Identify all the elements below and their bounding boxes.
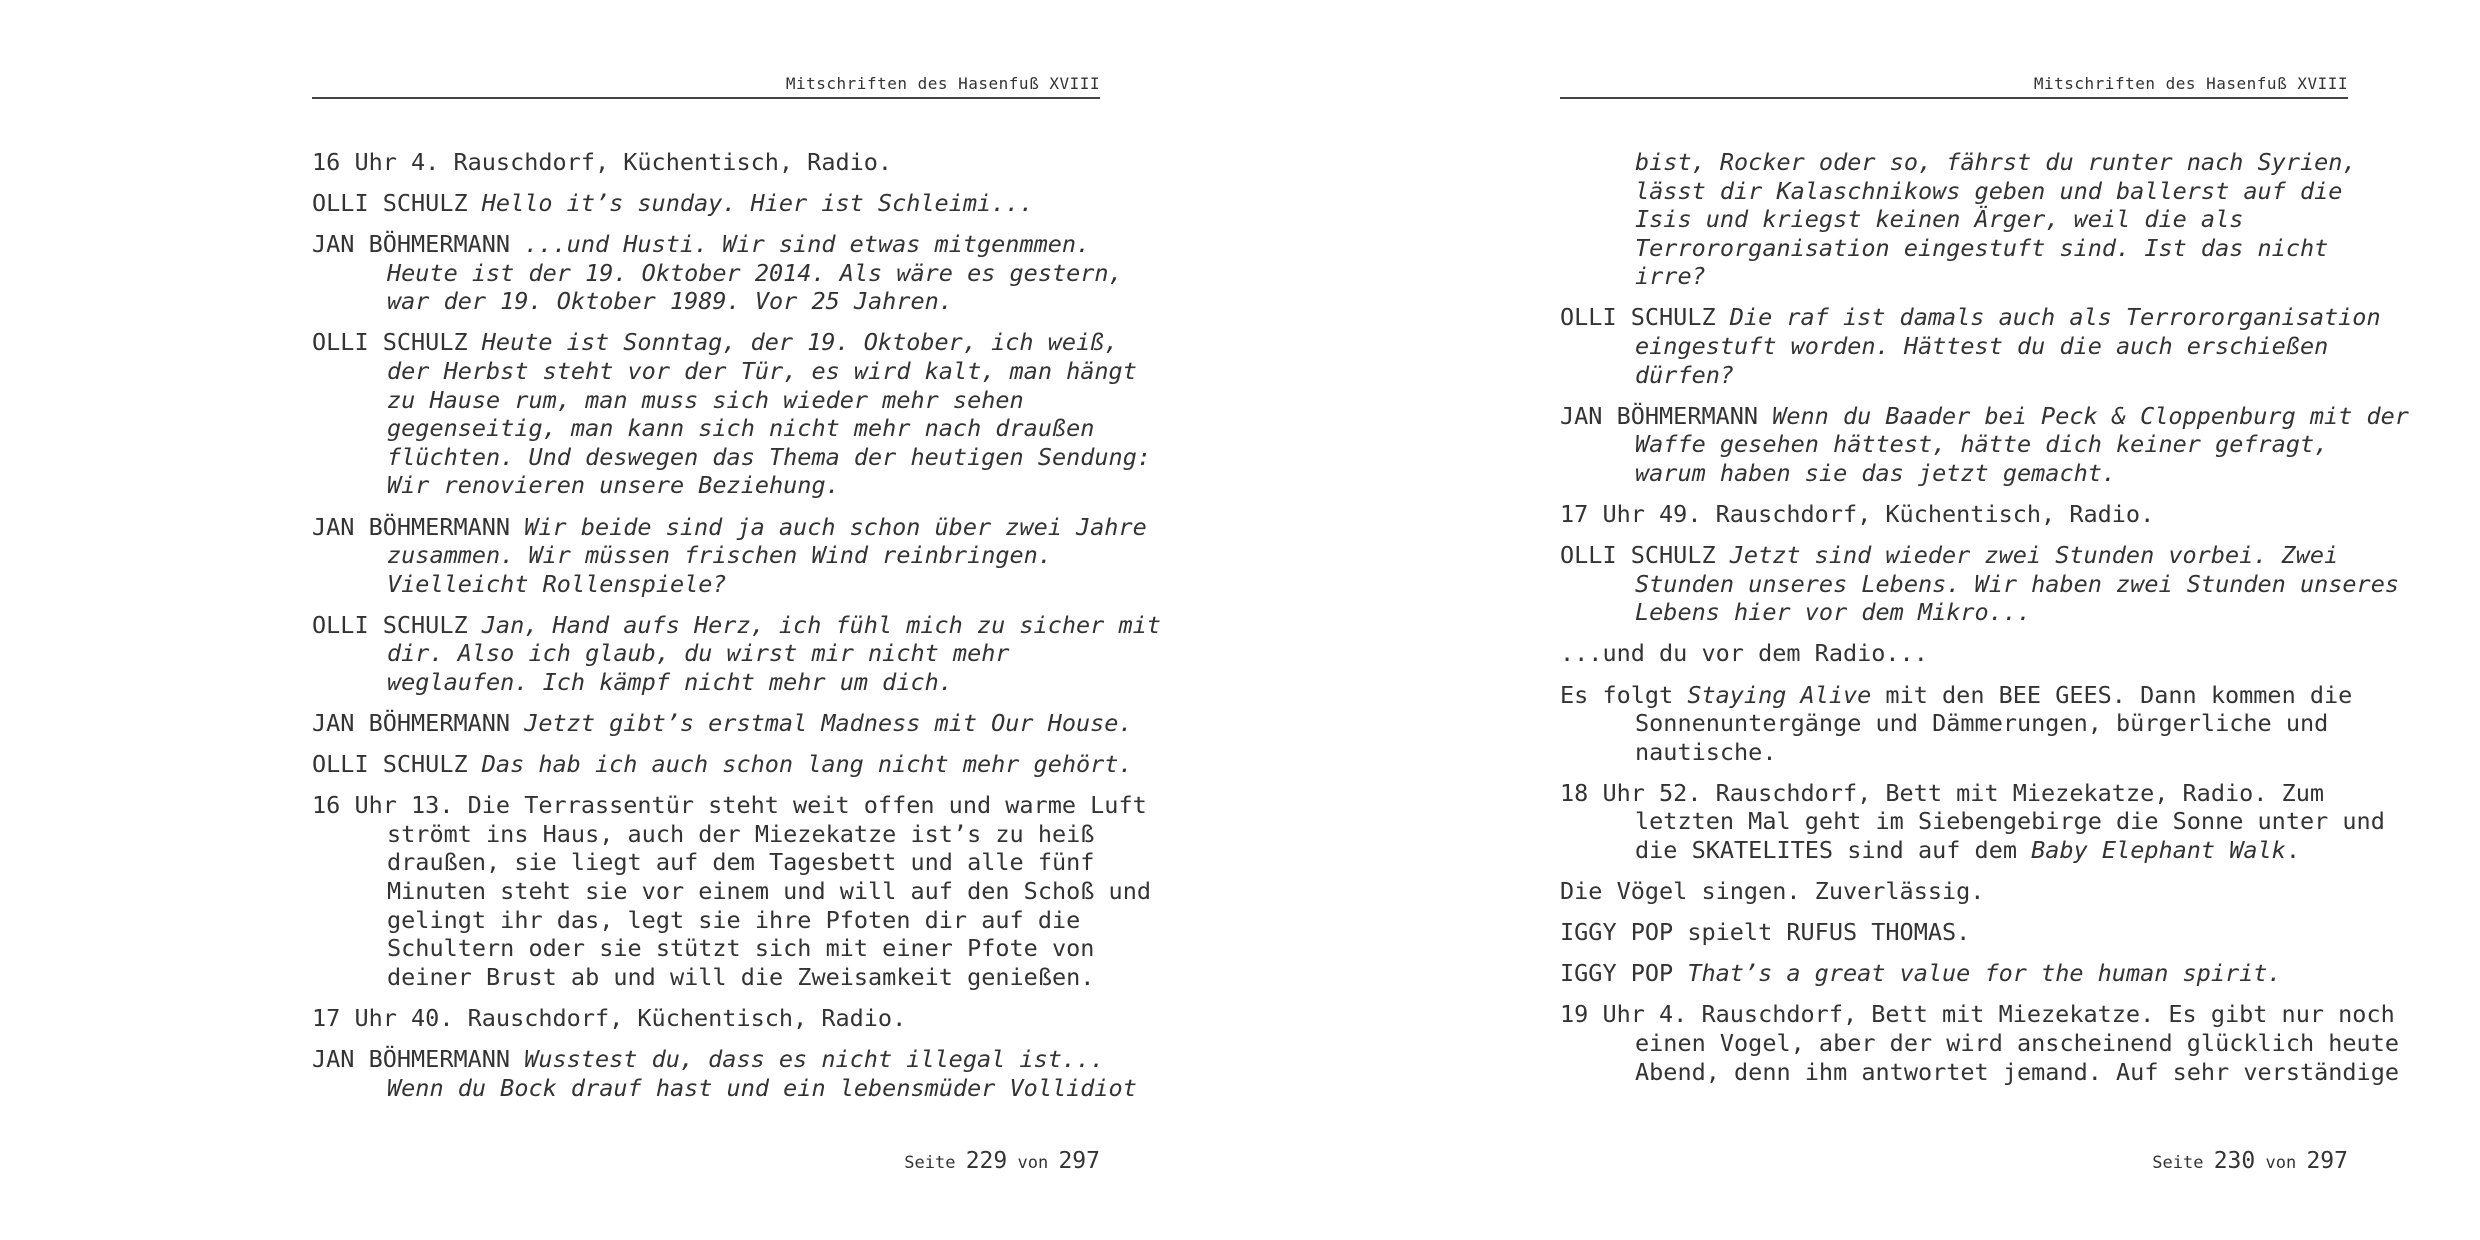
italic-text: zusammen. Wir müssen frischen Wind reinbringen. <box>387 541 1052 570</box>
transcript-paragraph <box>1560 639 2348 668</box>
plain-text: nautische. <box>1635 737 1777 766</box>
transcript-paragraph <box>1560 148 2357 291</box>
transcript-paragraph <box>312 148 1100 177</box>
transcript-paragraph <box>312 512 1147 599</box>
italic-text: warum haben sie das jetzt gemacht. <box>1635 458 2117 487</box>
page-body <box>312 148 1161 1115</box>
plain-text: strömt ins Haus, auch der Miezekatze ist’s zu heiß <box>387 819 1095 848</box>
italic-text: Wenn du Bock drauf hast und ein lebensmüder Vollidiot <box>387 1073 1137 1102</box>
transcript-paragraph <box>1560 959 2348 988</box>
italic-text: war der 19. Oktober 1989. Vor 25 Jahren. <box>387 287 953 316</box>
plain-text: Die Vögel singen. Zuverlässig. <box>1560 877 1985 906</box>
italic-text: Jetzt gibt’s erstmal Madness mit Our House. <box>524 709 1133 738</box>
footer-von-label: von <box>1017 1153 1049 1173</box>
transcript-paragraph <box>312 328 1152 500</box>
italic-text: ...und Husti. Wir sind etwas mitgenmmen. <box>524 230 1091 259</box>
transcript-paragraph <box>312 1045 1137 1102</box>
transcript-paragraph <box>1560 918 2348 947</box>
italic-text: der Herbst steht vor der Tür, es wird kalt, man hängt <box>387 357 1137 386</box>
page-total: 297 <box>1058 1148 1100 1174</box>
transcript-paragraph <box>312 230 1123 316</box>
plain-text: 18 Uhr 52. Rauschdorf, Bett mit Miezekatze, Radio. Zum <box>1560 778 2325 807</box>
transcript-paragraph <box>1560 303 2381 389</box>
right-page <box>1560 0 2409 1240</box>
transcript-paragraph <box>1560 401 2409 488</box>
plain-text: Sonnenuntergänge und Dämmerungen, bürgerliche und <box>1635 709 2329 738</box>
plain-text: letzten Mal geht im Siebengebirge die Sonne unter und <box>1635 807 2385 836</box>
plain-text: gelingt ihr das, legt sie ihre Pfoten dir auf die <box>387 905 1081 934</box>
plain-text: Abend, denn ihm antwortet jemand. Auf sehr verständige <box>1635 1057 2400 1086</box>
plain-text: . <box>2285 835 2300 864</box>
transcript-paragraph <box>1560 680 2353 767</box>
transcript-paragraph <box>1560 541 2400 627</box>
transcript-paragraph <box>312 709 1133 738</box>
plain-text: OLLI SCHULZ <box>312 750 482 779</box>
transcript-paragraph <box>312 791 1152 991</box>
italic-text: Heute ist Sonntag, der 19. Oktober, ich weiß, <box>481 328 1119 357</box>
italic-text: Wusstest du, dass es nicht illegal ist... <box>524 1045 1105 1074</box>
page-total: 297 <box>2306 1148 2348 1174</box>
italic-text: Waffe gesehen hättest, hätte dich keiner gefragt, <box>1635 430 2329 459</box>
transcript-paragraph <box>312 1004 1100 1033</box>
italic-text: Wir renovieren unsere Beziehung. <box>387 471 840 500</box>
header-rule <box>312 97 1100 99</box>
page-number: 230 <box>2213 1148 2256 1174</box>
italic-text: gegenseitig, man kann sich nicht mehr nach draußen <box>387 414 1095 443</box>
plain-text: 19 Uhr 4. Rauschdorf, Bett mit Miezekatze. Es gibt nur noch <box>1560 1000 2395 1029</box>
plain-text: JAN BÖHMERMANN <box>312 709 525 738</box>
italic-text: dir. Also ich glaub, du wirst mir nicht mehr <box>387 639 1010 668</box>
plain-text: OLLI SCHULZ <box>1560 303 1730 332</box>
transcript-paragraph <box>1560 500 2348 529</box>
italic-text: Jetzt sind wieder zwei Stunden vorbei. Zwei <box>1729 541 2339 570</box>
italic-text: Terrororganisation eingestuft sind. Ist das nicht <box>1635 233 2329 262</box>
italic-text: That’s a great value for the human spirit. <box>1687 959 2282 988</box>
plain-text: ...und du vor dem Radio... <box>1560 639 1928 668</box>
plain-text: 16 Uhr 13. Die Terrassentür steht weit offen und warme Luft <box>312 791 1147 820</box>
plain-text: 17 Uhr 49. Rauschdorf, Küchentisch, Radio. <box>1560 500 2155 529</box>
italic-text: Das hab ich auch schon lang nicht mehr gehört. <box>481 750 1133 779</box>
italic-text: Stunden unseres Lebens. Wir haben zwei Stunden unseres <box>1635 569 2400 598</box>
transcript-paragraph <box>1560 877 2348 906</box>
plain-text: OLLI SCHULZ <box>312 328 482 357</box>
footer-seite-label: Seite <box>2152 1153 2204 1173</box>
plain-text: OLLI SCHULZ <box>312 189 482 218</box>
plain-text: Schultern oder sie stützt sich mit einer Pfote von <box>387 934 1095 963</box>
italic-text: Wenn du Baader bei Peck & Cloppenburg mit der <box>1772 401 2409 430</box>
transcript-paragraph <box>312 750 1133 779</box>
plain-text: OLLI SCHULZ <box>312 610 482 639</box>
transcript-paragraph <box>1560 1000 2400 1086</box>
italic-text: Heute ist der 19. Oktober 2014. Als wäre es gestern, <box>387 258 1123 287</box>
plain-text: mit den BEE GEES. Dann kommen die <box>1871 680 2353 709</box>
transcript-paragraph <box>312 610 1161 697</box>
plain-text: deiner Brust ab und will die Zweisamkeit genießen. <box>387 962 1095 991</box>
transcript-paragraph <box>312 189 1100 218</box>
page-body <box>1560 148 2409 1099</box>
running-head: Mitschriften des Hasenfuß XVIII <box>2033 74 2348 93</box>
plain-text: 16 Uhr 4. Rauschdorf, Küchentisch, Radio. <box>312 148 893 176</box>
italic-text: Staying Alive <box>1687 680 1872 709</box>
plain-text: 17 Uhr 40. Rauschdorf, Küchentisch, Radio. <box>312 1003 907 1032</box>
footer-von-label: von <box>2265 1153 2297 1173</box>
plain-text: IGGY POP <box>1560 959 1688 988</box>
plain-text: IGGY POP spielt RUFUS THOMAS. <box>1560 918 1971 947</box>
plain-text: Es folgt <box>1560 680 1688 709</box>
italic-text: Lebens hier vor dem Mikro... <box>1635 598 2032 627</box>
italic-text: Die raf ist damals auch als Terrororganisation <box>1729 303 2381 332</box>
italic-text: Isis und kriegst keinen Ärger, weil die als <box>1635 205 2244 234</box>
italic-text: Jan, Hand aufs Herz, ich fühl mich zu sicher mit <box>481 610 1161 639</box>
italic-text: zu Hause rum, man muss sich wieder mehr sehen <box>387 385 1024 414</box>
italic-text: flüchten. Und deswegen das Thema der heutigen Sendung: <box>387 442 1152 471</box>
italic-text: dürfen? <box>1635 360 1735 389</box>
plain-text: einen Vogel, aber der wird anscheinend glücklich heute <box>1635 1028 2400 1057</box>
page-footer <box>904 1148 1100 1174</box>
plain-text: die SKATELITES sind auf dem <box>1635 835 2032 864</box>
italic-text: irre? <box>1635 262 1706 291</box>
italic-text: Hello it’s sunday. Hier ist Schleimi... <box>481 189 1034 218</box>
plain-text: draußen, sie liegt auf dem Tagesbett und alle fünf <box>387 848 1095 877</box>
italic-text: Baby Elephant Walk <box>2031 835 2286 864</box>
plain-text: JAN BÖHMERMANN <box>312 1045 525 1074</box>
italic-text: eingestuft worden. Hättest du die auch erschießen <box>1635 332 2329 361</box>
plain-text: Minuten steht sie vor einem und will auf den Schoß und <box>387 877 1152 906</box>
page-number: 229 <box>965 1148 1008 1174</box>
running-head: Mitschriften des Hasenfuß XVIII <box>785 74 1100 93</box>
italic-text: Wir beide sind ja auch schon über zwei Jahre <box>524 512 1147 541</box>
plain-text: JAN BÖHMERMANN <box>312 230 525 259</box>
header-rule <box>1560 97 2348 99</box>
plain-text: JAN BÖHMERMANN <box>1560 401 1773 430</box>
footer-seite-label: Seite <box>904 1153 956 1173</box>
italic-text: weglaufen. Ich kämpf nicht mehr um dich. <box>387 668 953 696</box>
left-page <box>312 0 1161 1240</box>
plain-text: JAN BÖHMERMANN <box>312 512 525 541</box>
italic-text: Vielleicht Rollenspiele? <box>387 569 727 598</box>
transcript-paragraph <box>1560 778 2385 865</box>
italic-text: bist, Rocker oder so, fährst du runter nach Syrien, <box>1635 148 2357 176</box>
italic-text: lässt dir Kalaschnikows geben und ballerst auf die <box>1635 176 2343 205</box>
plain-text: OLLI SCHULZ <box>1560 541 1730 570</box>
page-footer <box>2152 1148 2348 1174</box>
